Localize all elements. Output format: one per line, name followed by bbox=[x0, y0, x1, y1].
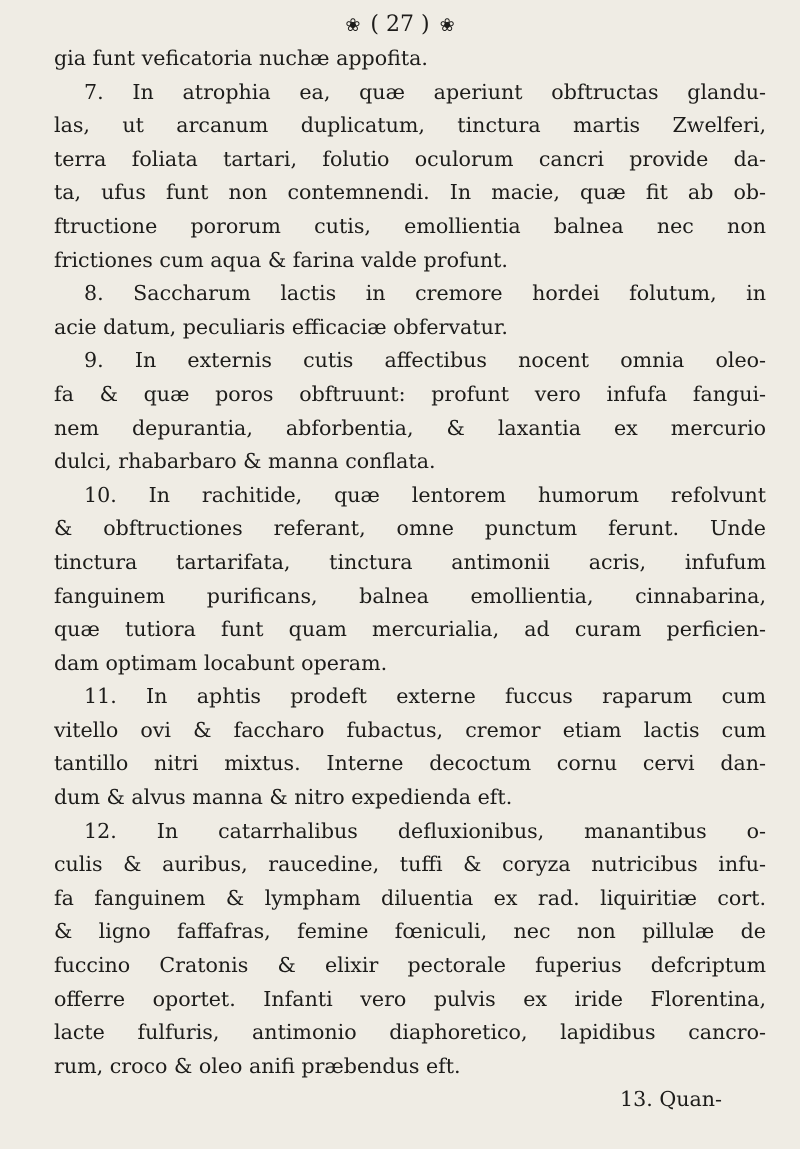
text-line: offerre oportet. Infanti vero pulvis ex iride Florentina, bbox=[54, 986, 766, 1011]
body-text bbox=[54, 42, 766, 1117]
text-line: fuccino Cratonis & elixir pectorale fuperius defcriptum bbox=[54, 953, 766, 978]
text-line: ta, ufus funt non contemnendi. In macie, quæ fit ab ob- bbox=[54, 180, 766, 205]
page-header bbox=[0, 10, 800, 41]
paragraph-11-start: 11. In aphtis prodeft externe fuccus raparum cum bbox=[84, 684, 766, 709]
text-line: frictiones cum aqua & farina valde profunt. bbox=[54, 247, 508, 272]
text-line: culis & auribus, raucedine, tuffi & coryza nutricibus infu- bbox=[54, 852, 766, 877]
text-line: nem depurantia, abforbentia, & laxantia ex mercurio bbox=[54, 415, 766, 440]
text-line: dum & alvus manna & nitro expedienda eft. bbox=[54, 785, 513, 810]
text-line: fanguinem purificans, balnea emollientia, cinnabarina, bbox=[54, 583, 766, 608]
text-line: fa fanguinem & lympham diluentia ex rad. liquiritiæ cort. bbox=[54, 885, 766, 910]
text-line: dulci, rhabarbaro & manna conflata. bbox=[54, 449, 436, 474]
text-line: tantillo nitri mixtus. Interne decoctum cornu cervi dan- bbox=[54, 751, 766, 776]
text-line: & obftructiones referant, omne punctum ferunt. Unde bbox=[54, 516, 766, 541]
paragraph-12-start: 12. In catarrhalibus defluxionibus, manantibus o- bbox=[84, 818, 766, 843]
text-line: quæ tutiora funt quam mercurialia, ad curam perficien- bbox=[54, 617, 766, 642]
text-line: lacte fulfuris, antimonio diaphoretico, lapidibus cancro- bbox=[54, 1020, 766, 1045]
text-line: terra foliata tartari, folutio oculorum cancri provide da- bbox=[54, 146, 766, 171]
paragraph-10-start: 10. In rachitide, quæ lentorem humorum refolvunt bbox=[84, 482, 766, 507]
text-line: fa & quæ poros obftruunt: profunt vero infufa fangui- bbox=[54, 381, 766, 406]
paragraph-8-start: 8. Saccharum lactis in cremore hordei folutum, in bbox=[84, 281, 766, 306]
text-line: ftructione pororum cutis, emollientia balnea nec non bbox=[54, 213, 766, 238]
paragraph-7-start: 7. In atrophia ea, quæ aperiunt obftructas glandu- bbox=[84, 79, 766, 104]
text-line: rum, croco & oleo anifi præbendus eft. bbox=[54, 1053, 461, 1078]
text-line: & ligno faffafras, femine fœniculi, nec non pillulæ de bbox=[54, 919, 766, 944]
text-line: dam optimam locabunt operam. bbox=[54, 650, 388, 675]
text-line: las, ut arcanum duplicatum, tinctura martis Zwelferi, bbox=[54, 113, 766, 138]
flower-ornament-right-icon: ❀ bbox=[439, 15, 455, 36]
text-line: vitello ovi & faccharo fubactus, cremor etiam lactis cum bbox=[54, 717, 766, 742]
text-line: tinctura tartarifata, tinctura antimonii acris, infufum bbox=[54, 549, 766, 574]
text-line: acie datum, peculiaris efficaciæ obfervatur. bbox=[54, 314, 508, 339]
catchword: 13. Quan- bbox=[620, 1087, 722, 1112]
paragraph-9-start: 9. In externis cutis affectibus nocent omnia oleo- bbox=[84, 348, 766, 373]
page-number: ( 27 ) bbox=[370, 12, 430, 37]
flower-ornament-left-icon: ❀ bbox=[345, 15, 361, 36]
text-line: gia funt veficatoria nuchæ appofita. bbox=[54, 46, 428, 70]
